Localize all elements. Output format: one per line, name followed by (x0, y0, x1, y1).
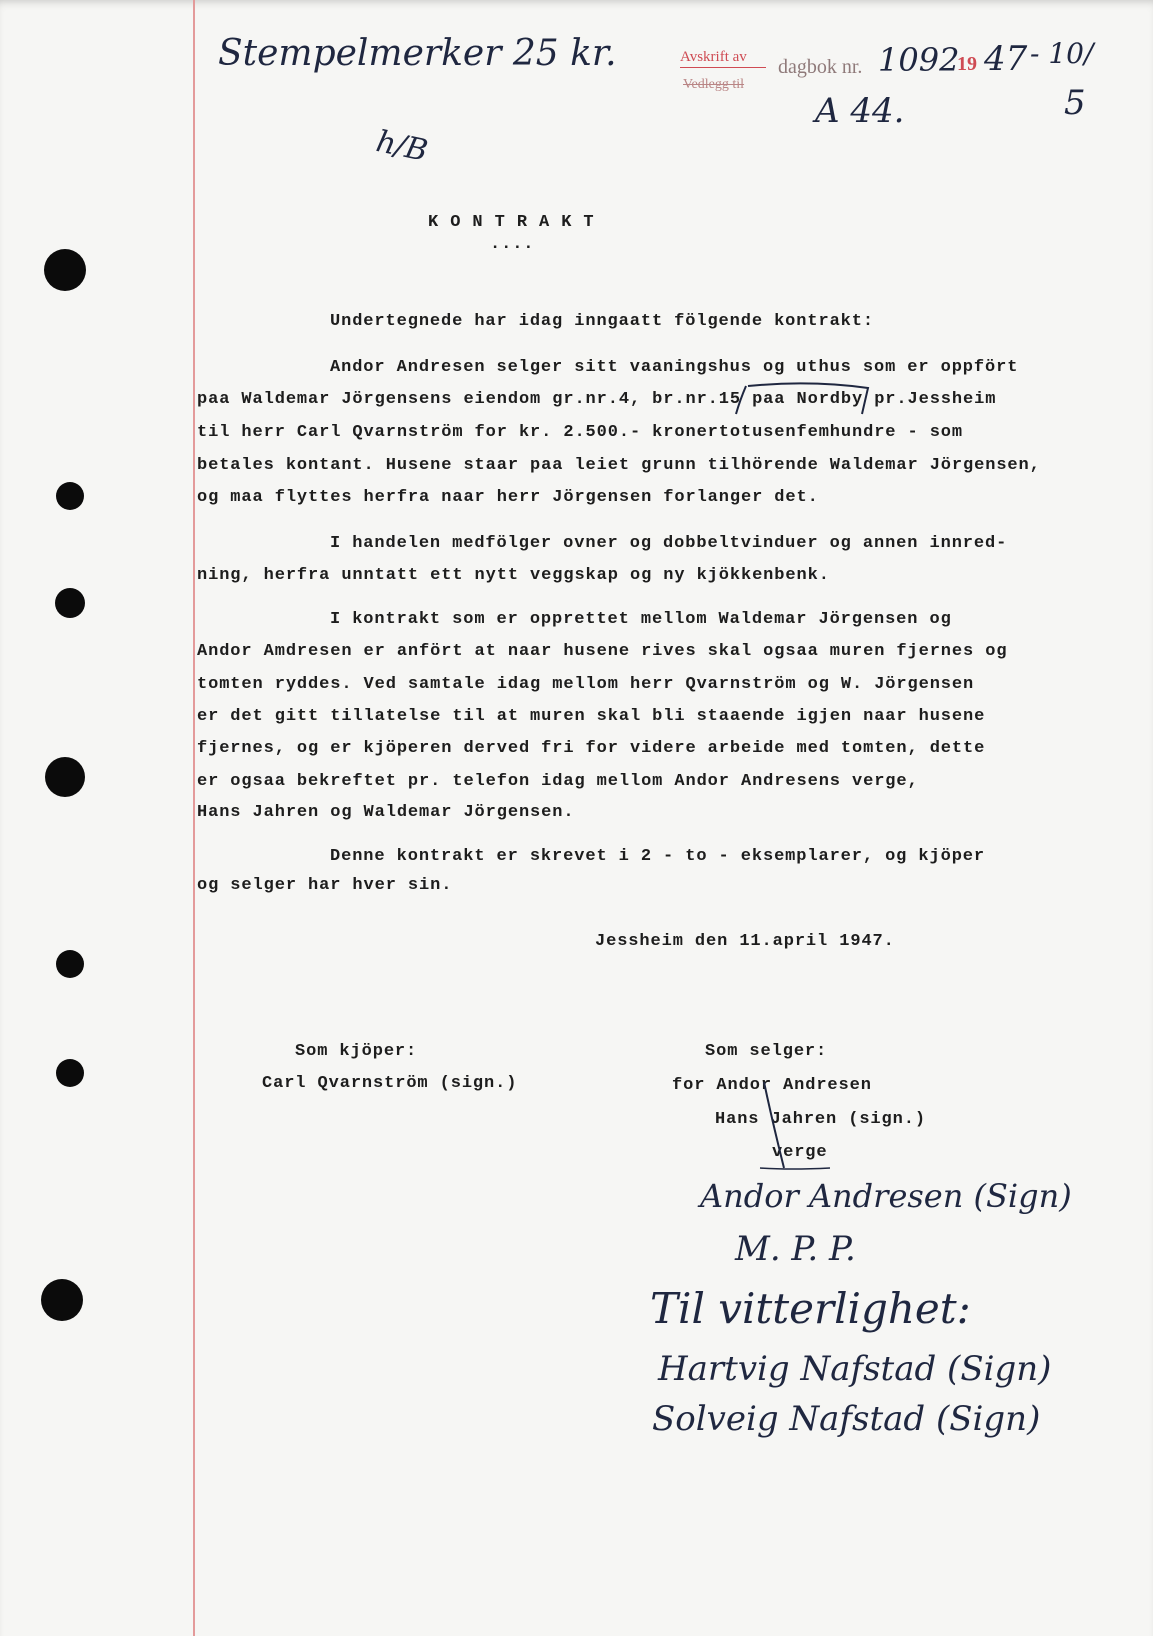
body-line: Andor Amdresen er anfört at naar husene rives skal ogsaa muren fjernes og (197, 642, 1008, 661)
seller-on-behalf: for Andor Andresen (672, 1076, 872, 1095)
year-handwritten: 47 (984, 39, 1028, 79)
body-line: Hans Jahren og Waldemar Jörgensen. (197, 803, 575, 822)
date-month: 5 (1064, 83, 1086, 123)
handwritten-underline (760, 1168, 830, 1169)
body-line: fjernes, og er kjöperen derved fri for videre arbeide med tomten, dette (197, 739, 986, 758)
margin-line (193, 0, 195, 1636)
buyer-name: Carl Qvarnström (sign.) (262, 1074, 518, 1093)
body-line: Undertegnede har idag inngaatt fölgende kontrakt: (330, 312, 874, 331)
body-line: Andor Andresen selger sitt vaaningshus og uthus som er oppfört (330, 358, 1019, 377)
seller-guardian-role: verge (772, 1143, 828, 1162)
buyer-label: Som kjöper: (295, 1042, 418, 1061)
body-line: til herr Carl Qvarnström for kr. 2.500.- kronertotusenfemhundre - som (197, 423, 964, 442)
body-line: I kontrakt som er opprettet mellom Waldemar Jörgensen og (330, 610, 952, 629)
journal-label: dagbok nr. (778, 56, 863, 78)
punch-hole (56, 950, 84, 978)
seller-guardian: Hans Jahren (sign.) (715, 1110, 926, 1129)
place-date: Jessheim den 11.april 1947. (595, 932, 895, 951)
body-line: paa Waldemar Jörgensens eiendom gr.nr.4, br.nr.15 paa Nordby pr.Jessheim (197, 390, 997, 409)
punch-hole (56, 1059, 84, 1087)
year-printed: 19 (957, 53, 977, 75)
witness-heading: Til vitterlighet: (650, 1284, 971, 1333)
seller-signature: Andor Andresen (Sign) (700, 1177, 1072, 1215)
punch-hole (55, 588, 85, 618)
body-line: og maa flyttes herfra naar herr Jörgensen forlanger det. (197, 488, 819, 507)
body-line: og selger har hver sin. (197, 876, 453, 895)
archive-reference: A 44. (815, 91, 905, 131)
stamp-duty-note: Stempelmerker 25 kr. (218, 33, 617, 74)
document-title: K O N T R A K T (428, 213, 595, 232)
punch-hole (41, 1279, 83, 1321)
punch-hole (56, 482, 84, 510)
witness-signature-2: Solveig Nafstad (Sign) (652, 1399, 1041, 1439)
copy-label: Avskrift av (680, 50, 766, 68)
journal-number: 1092 (878, 41, 960, 79)
body-line: er det gitt tillatelse til at muren skal bli staaende igjen naar husene (197, 707, 986, 726)
body-line: ning, herfra unntatt ett nytt veggskap og ny kjökkenbenk. (197, 566, 830, 585)
date-day: - 10/ (1030, 37, 1094, 70)
title-ornament: .... (490, 235, 535, 254)
attachment-label: Vedlegg til (683, 77, 745, 92)
punch-hole (44, 249, 86, 291)
body-line: er ogsaa bekreftet pr. telefon idag mellom Andor Andresens verge, (197, 772, 919, 791)
witness-signature-1: Hartvig Nafstad (Sign) (658, 1349, 1052, 1389)
body-line: I handelen medfölger ovner og dobbeltvinduer og annen innred- (330, 534, 1008, 553)
body-line: Denne kontrakt er skrevet i 2 - to - eksemplarer, og kjöper (330, 847, 985, 866)
initials-note: h/B (373, 124, 431, 169)
seller-label: Som selger: (705, 1042, 828, 1061)
body-line: tomten ryddes. Ved samtale idag mellom herr Qvarnström og W. Jörgensen (197, 675, 975, 694)
punch-hole (45, 757, 85, 797)
body-line: betales kontant. Husene staar paa leiet grunn tilhörende Waldemar Jörgensen, (197, 456, 1041, 475)
seller-mark: M. P. P. (735, 1229, 856, 1269)
